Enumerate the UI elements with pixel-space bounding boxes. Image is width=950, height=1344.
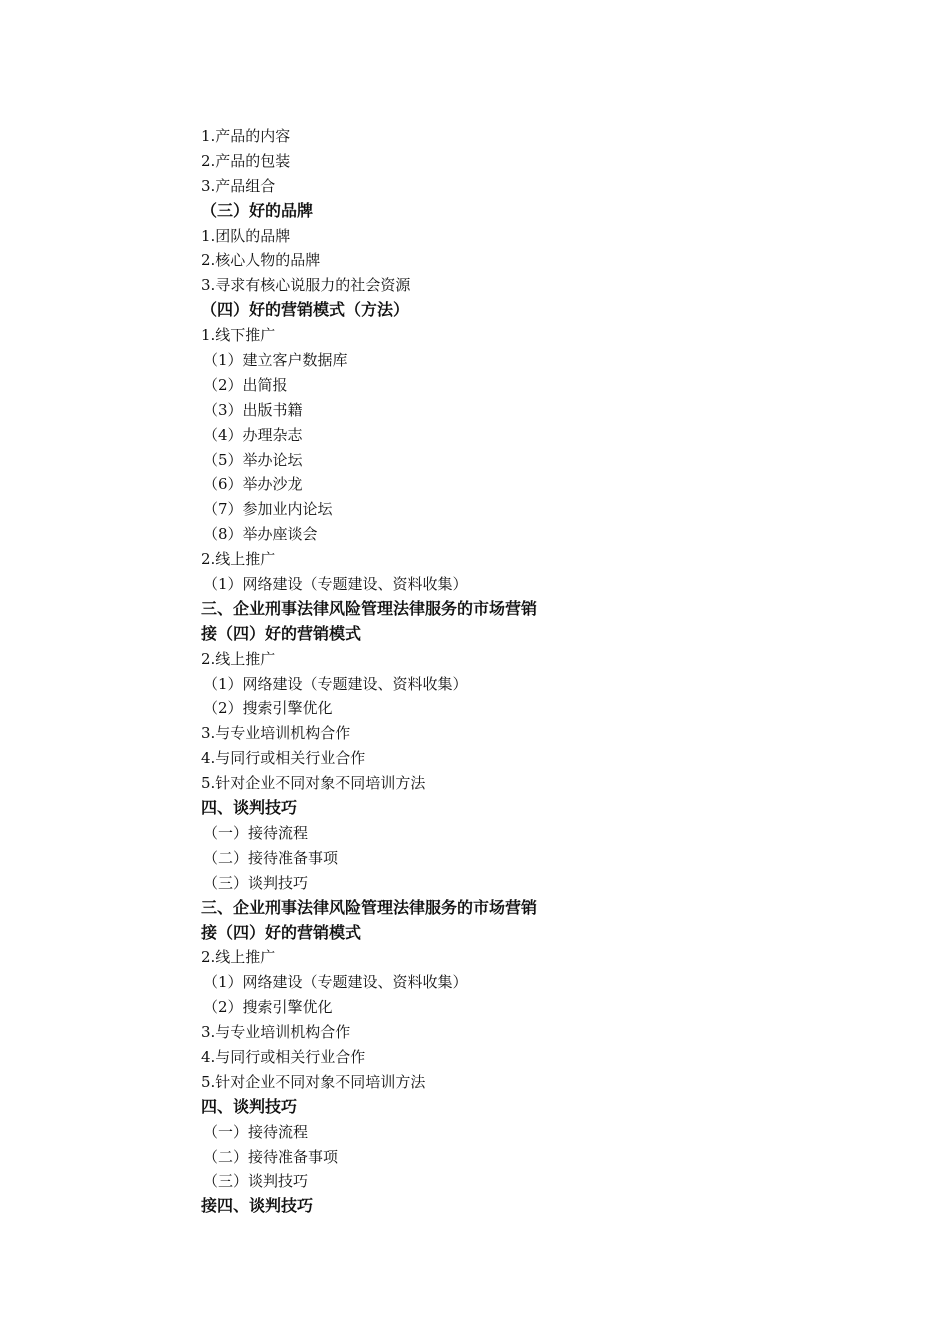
- sub-list-item: （三）谈判技巧: [203, 1172, 309, 1191]
- list-item: 1.产品的内容: [201, 127, 291, 145]
- sub-list-item: （二）接待准备事项: [203, 1147, 339, 1166]
- section-heading: 四、谈判技巧: [201, 1096, 298, 1116]
- sub-list-item: （二）接待准备事项: [203, 848, 339, 867]
- section-heading: 接四、谈判技巧: [201, 1196, 314, 1216]
- section-heading: 四、谈判技巧: [201, 798, 298, 818]
- sub-list-item: （6）举办沙龙: [203, 475, 303, 494]
- sub-list-item: （4）办理杂志: [203, 425, 303, 444]
- section-heading: （三）好的品牌: [201, 200, 314, 220]
- sub-list-item: （3）出版书籍: [203, 400, 303, 419]
- sub-list-item: （一）接待流程: [203, 1122, 309, 1141]
- list-item: 2.核心人物的品牌: [201, 251, 321, 270]
- list-item: 5.针对企业不同对象不同培训方法: [201, 774, 426, 793]
- list-item: 3.与专业培训机构合作: [201, 1023, 351, 1042]
- section-heading: 接（四）好的营销模式: [201, 922, 362, 942]
- list-item: 3.寻求有核心说服力的社会资源: [201, 276, 411, 295]
- list-item: 2.线上推广: [201, 948, 276, 967]
- section-heading: 接（四）好的营销模式: [201, 623, 362, 643]
- list-item: 5.针对企业不同对象不同培训方法: [201, 1072, 426, 1091]
- sub-list-item: （1）网络建设（专题建设、资料收集）: [203, 973, 468, 992]
- sub-list-item: （1）网络建设（专题建设、资料收集）: [203, 674, 468, 693]
- list-item: 3.与专业培训机构合作: [201, 724, 351, 743]
- sub-list-item: （一）接待流程: [203, 823, 309, 842]
- list-item: 3.产品组合: [201, 176, 276, 195]
- section-heading: （四）好的营销模式（方法）: [201, 300, 410, 320]
- sub-list-item: （7）参加业内论坛: [203, 500, 333, 519]
- sub-list-item: （2）出简报: [203, 375, 288, 394]
- sub-list-item: （5）举办论坛: [203, 450, 303, 469]
- list-item: 2.线上推广: [201, 649, 276, 668]
- section-heading: 三、企业刑事法律风险管理法律服务的市场营销: [201, 897, 538, 917]
- sub-list-item: （2）搜索引擎优化: [203, 699, 333, 718]
- list-item: 2.线上推广: [201, 550, 276, 569]
- sub-list-item: （2）搜索引擎优化: [203, 998, 333, 1017]
- list-item: 1.线下推广: [201, 326, 276, 345]
- section-heading: 三、企业刑事法律风险管理法律服务的市场营销: [201, 598, 538, 618]
- sub-list-item: （8）举办座谈会: [203, 525, 318, 544]
- sub-list-item: （1）网络建设（专题建设、资料收集）: [203, 575, 468, 594]
- document-body: [201, 124, 761, 1219]
- list-item: 4.与同行或相关行业合作: [201, 749, 366, 768]
- list-item: 4.与同行或相关行业合作: [201, 1047, 366, 1066]
- sub-list-item: （1）建立客户数据库: [203, 351, 348, 370]
- list-item: 1.团队的品牌: [201, 226, 291, 245]
- sub-list-item: （三）谈判技巧: [203, 873, 309, 892]
- list-item: 2.产品的包装: [201, 151, 291, 170]
